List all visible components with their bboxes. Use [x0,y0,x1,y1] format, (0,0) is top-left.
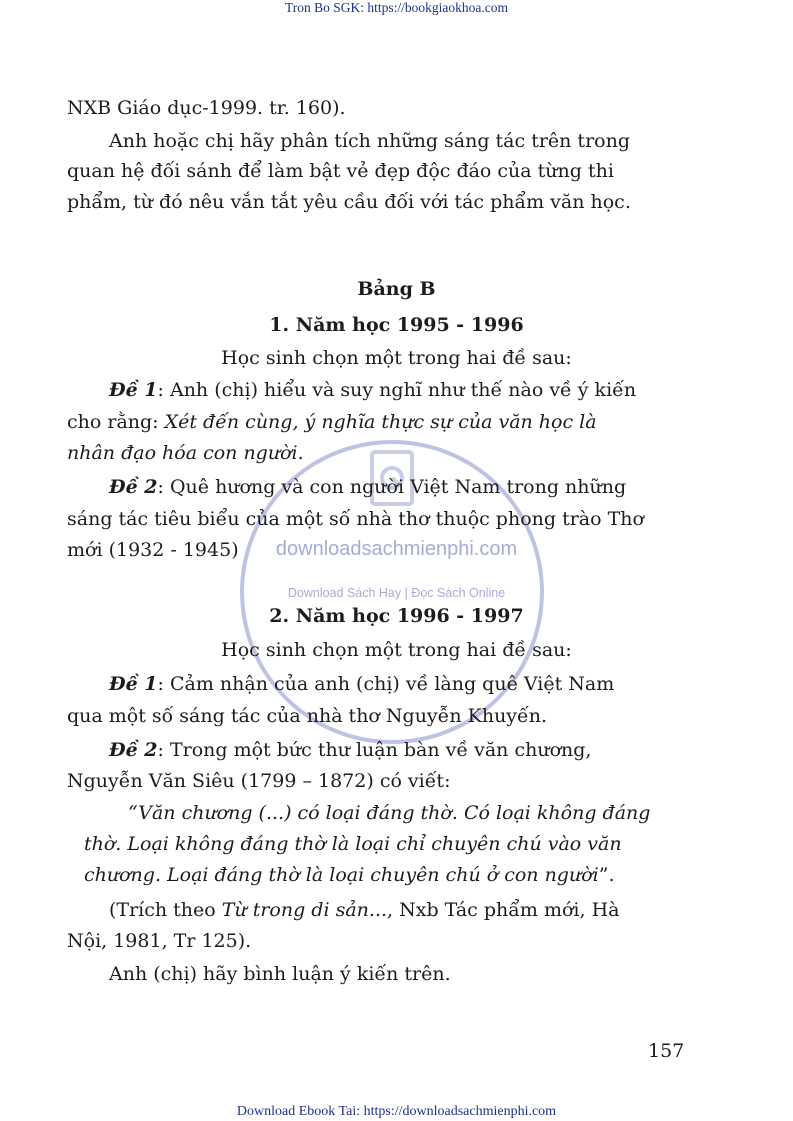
y2-de2-line-2: Nguyễn Văn Siêu (1799 – 1872) có viết: [67,770,451,792]
y1-de2-line-2: sáng tác tiêu biểu của một số nhà thơ thuộc phong trào Thơ [67,508,644,530]
page-footer-link[interactable]: Download Ebook Tai: https://downloadsachmienphi.com [236,1104,557,1119]
quote-line-3 [84,863,684,887]
y2-de2-text: : Trong một bức thư luận bàn về văn chương, [157,739,592,761]
page-header-link[interactable]: Tron Bo SGK: https://bookgiaokhoa.com [284,0,508,15]
watermark-tagline: Download Sách Hay | Đọc Sách Online [287,586,506,600]
citation-prefix: (Trích theo [109,899,222,921]
y1-de2-label: Đề 2 [109,476,158,498]
quote-line-1: “Văn chương (...) có loại đáng thờ. Có loại không đáng [128,802,651,824]
y2-de2-label: Đề 2 [109,739,158,761]
y1-de1-period: . [297,442,304,464]
year2-instruction: Học sinh chọn một trong hai đề sau: [221,639,572,661]
y1-de1-text: : Anh (chị) hiểu và suy nghĩ như thế nào về ý kiến [157,379,637,401]
y1-de2-line-3: mới (1932 - 1945) [67,539,239,561]
page-number: 157 [648,1040,685,1062]
intro-line-4: phẩm, từ đó nêu vắn tắt yêu cầu đối với tác phẩm văn học. [67,191,631,213]
watermark-site: downloadsachmienphi.com [275,538,518,560]
y2-de2-line-1 [109,738,684,762]
y1-de1-line-3 [67,441,684,465]
y1-de1-quote-end: nhân đạo hóa con người [67,442,298,464]
quote-line-2: thờ. Loại không đáng thờ là loại chỉ chuyên chú vào văn [84,833,622,855]
closing-line: Anh (chị) hãy bình luận ý kiến trên. [109,963,451,985]
y1-de2-line-1 [109,475,684,499]
y1-de1-line-1 [109,378,684,402]
intro-line-2: Anh hoặc chị hãy phân tích những sáng tác trên trong [109,130,630,152]
year2-heading: 2. Năm học 1996 - 1997 [269,605,524,627]
y2-de1-text: : Cảm nhận của anh (chị) về làng quê Việt Nam [157,673,615,695]
year1-heading: 1. Năm học 1995 - 1996 [269,314,524,336]
citation-line-1 [109,898,684,922]
y1-de2-text: : Quê hương và con người Việt Nam trong những [157,476,627,498]
citation-title: Từ trong di sản... [221,899,388,921]
y2-de1-line-2: qua một số sáng tác của nhà thơ Nguyễn Khuyến. [67,705,548,727]
y2-de1-label: Đề 1 [109,673,158,695]
citation-publisher: , Nxb Tác phẩm mới, Hà [387,899,620,921]
intro-line-3: quan hệ đối sánh để làm bật vẻ đẹp độc đáo của từng thi [67,160,614,182]
y1-de1-line-2 [67,410,684,434]
section-title: Bảng B [357,278,436,300]
quote-line-3-text: chương. Loại đáng thờ là loại chuyên chú ở con người [84,864,599,886]
y1-de1-label: Đề 1 [109,379,158,401]
quote-close: ”. [598,864,615,886]
year1-instruction: Học sinh chọn một trong hai đề sau: [221,347,572,369]
y1-de1-quote: Xét đến cùng, ý nghĩa thực sự của văn học là [164,411,597,433]
citation-line-2: Nội, 1981, Tr 125). [67,930,252,952]
intro-line-1: NXB Giáo dục-1999. tr. 160). [67,97,346,119]
y2-de1-line-1 [109,672,684,696]
y1-de1-prefix: cho rằng: [67,411,165,433]
